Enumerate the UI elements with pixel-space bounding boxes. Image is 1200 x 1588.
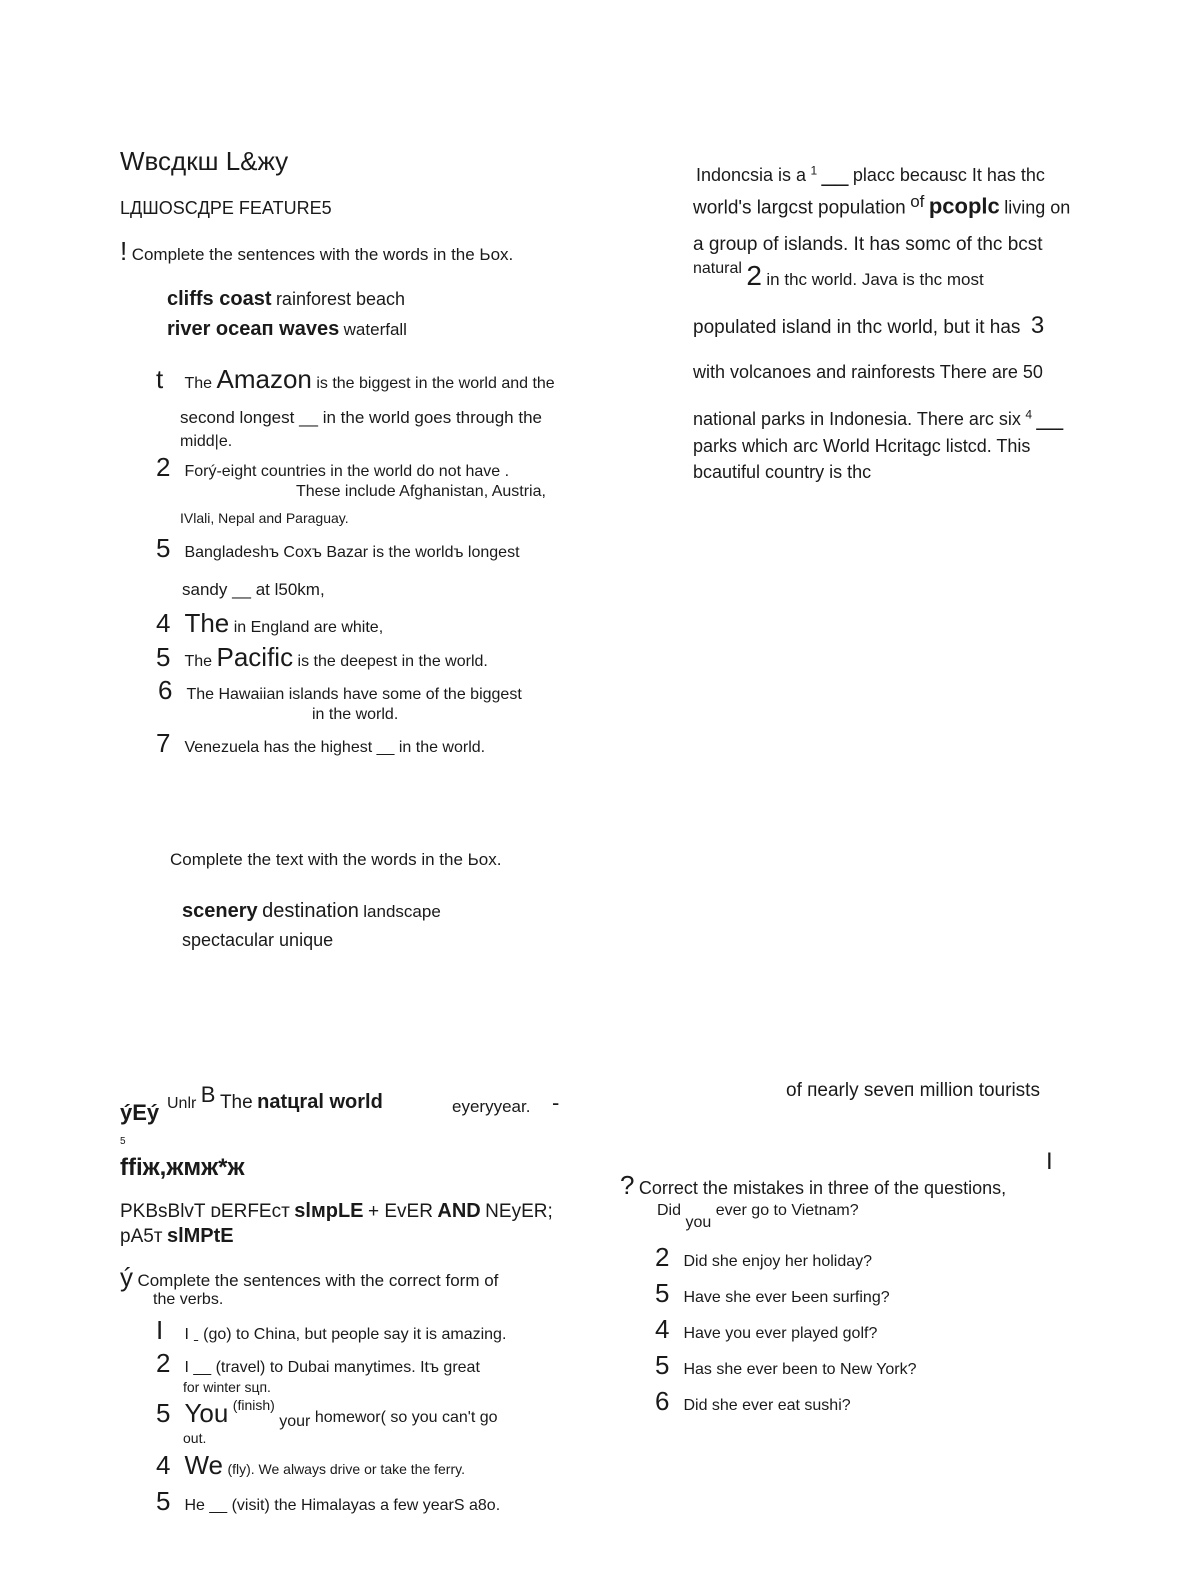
item-text: is the biggest in the world and the bbox=[316, 375, 555, 392]
list-item bbox=[655, 1278, 890, 1309]
exercise-instruction bbox=[120, 1262, 498, 1293]
small-mark: 5 bbox=[120, 1136, 126, 1147]
word-box-bold: cliffs coast bbox=[167, 288, 272, 310]
passage-text: placc becausc It has thc bbox=[852, 165, 1045, 185]
item-line: midd|e. bbox=[180, 433, 233, 450]
passage-line: parks which arc World Hcritagc listcd. This bbox=[693, 436, 1031, 456]
item-text: Have she ever Ьeen surfing? bbox=[683, 1289, 890, 1306]
passage-text: living on bbox=[1004, 197, 1071, 218]
item-number: 5 bbox=[156, 1398, 171, 1428]
item-number: 4 bbox=[156, 608, 171, 638]
bar-mark: I bbox=[1046, 1148, 1053, 1175]
question-1 bbox=[657, 1202, 859, 1231]
item-number: 7 bbox=[156, 728, 171, 758]
instruction-text: Complete the sentences with the correct form of bbox=[137, 1271, 499, 1290]
item-number: 5 bbox=[156, 1486, 171, 1516]
passage-line: bcautiful country is thc bbox=[693, 462, 872, 482]
word-box-1-line-1 bbox=[167, 288, 405, 311]
item-text: Has she ever been to New York? bbox=[683, 1361, 917, 1378]
item-line: IVlali, Nepal and Paraguay. bbox=[180, 510, 349, 526]
grammar-logo: ffiж,жмж*ж bbox=[120, 1154, 245, 1181]
grammar-heading-line-2 bbox=[120, 1225, 234, 1248]
item-text: (fly). We always drive or take the ferry. bbox=[227, 1461, 465, 1477]
list-item bbox=[156, 728, 485, 759]
list-item bbox=[156, 533, 520, 564]
item-line: second longest __ in the world goes through the bbox=[180, 408, 542, 427]
exercise-number: ? bbox=[620, 1170, 635, 1200]
passage-text: Indoncsia is a bbox=[696, 165, 807, 185]
item-number: 5 bbox=[156, 642, 171, 672]
item-number: t bbox=[156, 364, 164, 394]
grammar-heading-text: NEyER; bbox=[485, 1201, 553, 1222]
word-box-rest: destination bbox=[262, 900, 359, 922]
item-text: Have you ever played golf? bbox=[683, 1325, 878, 1342]
instruction-text: Complete the sentences with the words in the Ьox. bbox=[131, 245, 514, 264]
item-line: out. bbox=[183, 1430, 207, 1446]
word-box-bold: scenery bbox=[182, 900, 258, 922]
list-item bbox=[156, 1348, 480, 1379]
instruction-text: Correct the mistakes in three of the questions, bbox=[638, 1178, 1007, 1198]
item-text: The bbox=[184, 653, 213, 670]
instruction-text: the verbs. bbox=[153, 1291, 224, 1308]
dash-mark: - bbox=[552, 1090, 560, 1115]
word-box-rest: landscape bbox=[363, 902, 441, 921]
list-item bbox=[655, 1314, 877, 1345]
item-number: 6 bbox=[158, 675, 173, 705]
passage-line: with volcanoes and rainforests There are 50 bbox=[693, 362, 1043, 382]
item-number: 2 bbox=[156, 452, 171, 482]
item-text: Did she enjoy her holiday? bbox=[683, 1253, 873, 1270]
exercise-instruction bbox=[620, 1170, 1006, 1201]
passage-line bbox=[693, 312, 1044, 340]
passage-text: natural bbox=[693, 260, 742, 277]
grammar-heading-text: + EvER bbox=[367, 1201, 433, 1222]
exercise-number: ý bbox=[120, 1262, 133, 1292]
item-number: 5 bbox=[156, 533, 171, 563]
gap-blank: __ bbox=[821, 160, 849, 187]
item-text: you bbox=[685, 1214, 712, 1231]
item-number: 6 bbox=[655, 1386, 670, 1416]
list-item bbox=[156, 364, 555, 395]
item-text: Did bbox=[657, 1202, 682, 1219]
item-text: Did she ever eat sushi? bbox=[683, 1397, 851, 1414]
item-line: for winter sцп. bbox=[183, 1379, 271, 1395]
item-text: The Hawaiian islands have some of the biggest bbox=[186, 686, 522, 703]
item-number: 4 bbox=[655, 1314, 670, 1344]
unit-title: natцral world bbox=[257, 1091, 383, 1113]
grammar-heading-text: slMPtE bbox=[166, 1225, 234, 1247]
item-big-word: We bbox=[184, 1450, 223, 1480]
grammar-heading-text: slмpLE bbox=[294, 1200, 364, 1222]
item-text: The bbox=[184, 375, 213, 392]
word-box-bold: river oceaп waves bbox=[167, 318, 340, 340]
item-text: I __ (travel) to Dubai manytimes. Itъ great bbox=[184, 1359, 480, 1376]
item-number: I bbox=[156, 1315, 164, 1345]
unit-letter: B bbox=[200, 1082, 216, 1107]
passage-line bbox=[693, 404, 1063, 432]
section-subtitle: LДШOSCДPE FEATURE5 bbox=[120, 198, 332, 218]
item-number: 5 bbox=[655, 1278, 670, 1308]
item-text: He __ (visit) the Himalayas a few yearS a8o. bbox=[184, 1497, 501, 1514]
unit-header bbox=[167, 1082, 383, 1114]
passage-text: national parks in Indonesia. There arc six bbox=[693, 409, 1021, 429]
word-box-1-line-2 bbox=[167, 318, 407, 341]
list-item bbox=[655, 1242, 872, 1273]
item-text: I ˍ (go) to China, but people say it is amazing. bbox=[184, 1326, 507, 1343]
passage-text: pcoplc bbox=[928, 193, 1000, 219]
list-item bbox=[156, 1397, 498, 1431]
passage-text: populated island in thc world, but it has bbox=[693, 317, 1021, 338]
word-box-2-line-1 bbox=[182, 900, 441, 923]
list-item bbox=[655, 1350, 916, 1381]
item-big-word: Amazon bbox=[216, 364, 312, 394]
item-text: ever go to Vietnam? bbox=[715, 1202, 859, 1219]
item-big-word: You bbox=[184, 1398, 229, 1428]
item-number: 5 bbox=[655, 1350, 670, 1380]
exercise-1-instruction bbox=[120, 236, 513, 267]
item-line: in the world. bbox=[312, 706, 399, 723]
passage-line bbox=[693, 260, 984, 292]
item-line: These include Afghanistan, Austria, bbox=[296, 483, 546, 500]
gap-number: 4 bbox=[1025, 407, 1032, 422]
list-item bbox=[156, 1486, 500, 1517]
item-number: 2 bbox=[655, 1242, 670, 1272]
grammar-heading-text: PKBsBlvT ᴅERFEcт bbox=[120, 1201, 290, 1222]
page-title: Wвсдкш L&жу bbox=[120, 146, 289, 176]
exercise-2-instruction: Complete the text with the words in the Ьox. bbox=[170, 850, 502, 869]
item-big-word: Pacific bbox=[216, 642, 294, 672]
item-number: 2 bbox=[156, 1348, 171, 1378]
grammar-heading-text: AND bbox=[437, 1200, 481, 1222]
passage-line bbox=[696, 160, 1045, 188]
passage-fragment: of пearly seveп million tourists bbox=[786, 1080, 1040, 1101]
item-text: Bangladeshъ Coxъ Bazar is the worldъ longest bbox=[184, 544, 520, 561]
gap-number: 1 bbox=[810, 163, 818, 178]
list-item bbox=[156, 1450, 465, 1481]
passage-text: world's largcst population bbox=[693, 197, 906, 219]
passage-text: of bbox=[910, 192, 925, 211]
gap-blank: __ bbox=[1036, 404, 1064, 431]
exercise-number: ! bbox=[120, 236, 128, 266]
verb-hint: (finish) bbox=[232, 1397, 275, 1413]
list-item bbox=[156, 1315, 506, 1346]
item-text: Venezuela has the highest __ in the world. bbox=[184, 739, 486, 756]
unit-title: The bbox=[219, 1092, 253, 1113]
passage-line: a group of islands. It has somc of thc bcst bbox=[693, 234, 1043, 255]
item-text: your bbox=[279, 1413, 311, 1430]
list-item bbox=[655, 1386, 851, 1417]
item-line: sandy __ at l50km, bbox=[182, 580, 325, 599]
item-text: Forý-eight countries in the world do not have . bbox=[184, 463, 510, 480]
gap-number: 3 bbox=[1030, 312, 1045, 339]
passage-fragment: eyeryyear. bbox=[452, 1097, 531, 1116]
item-text: in England are white, bbox=[233, 619, 384, 636]
gap-number: 2 bbox=[746, 260, 762, 291]
grammar-heading-line-1 bbox=[120, 1200, 553, 1223]
passage-line bbox=[693, 192, 1070, 219]
word-box-rest: waterfall bbox=[343, 320, 407, 339]
unit-label: Unlr bbox=[167, 1095, 197, 1112]
item-number: 4 bbox=[156, 1450, 171, 1480]
grammar-heading-text: pA5т bbox=[120, 1226, 163, 1247]
word-box-rest: rainforest beach bbox=[275, 289, 406, 309]
item-text: homewor( so you can't go bbox=[314, 1409, 498, 1426]
list-item bbox=[156, 642, 488, 673]
list-item bbox=[156, 608, 383, 639]
passage-text: in thc world. Java is thc most bbox=[766, 270, 984, 289]
item-big-word: The bbox=[184, 608, 230, 638]
word-box-2-line-2: spectacular unique bbox=[182, 930, 334, 950]
item-text: is the deepest in the world. bbox=[297, 653, 488, 670]
unit-logo: ýEý bbox=[120, 1100, 160, 1125]
list-item bbox=[158, 675, 522, 706]
list-item bbox=[156, 452, 509, 483]
